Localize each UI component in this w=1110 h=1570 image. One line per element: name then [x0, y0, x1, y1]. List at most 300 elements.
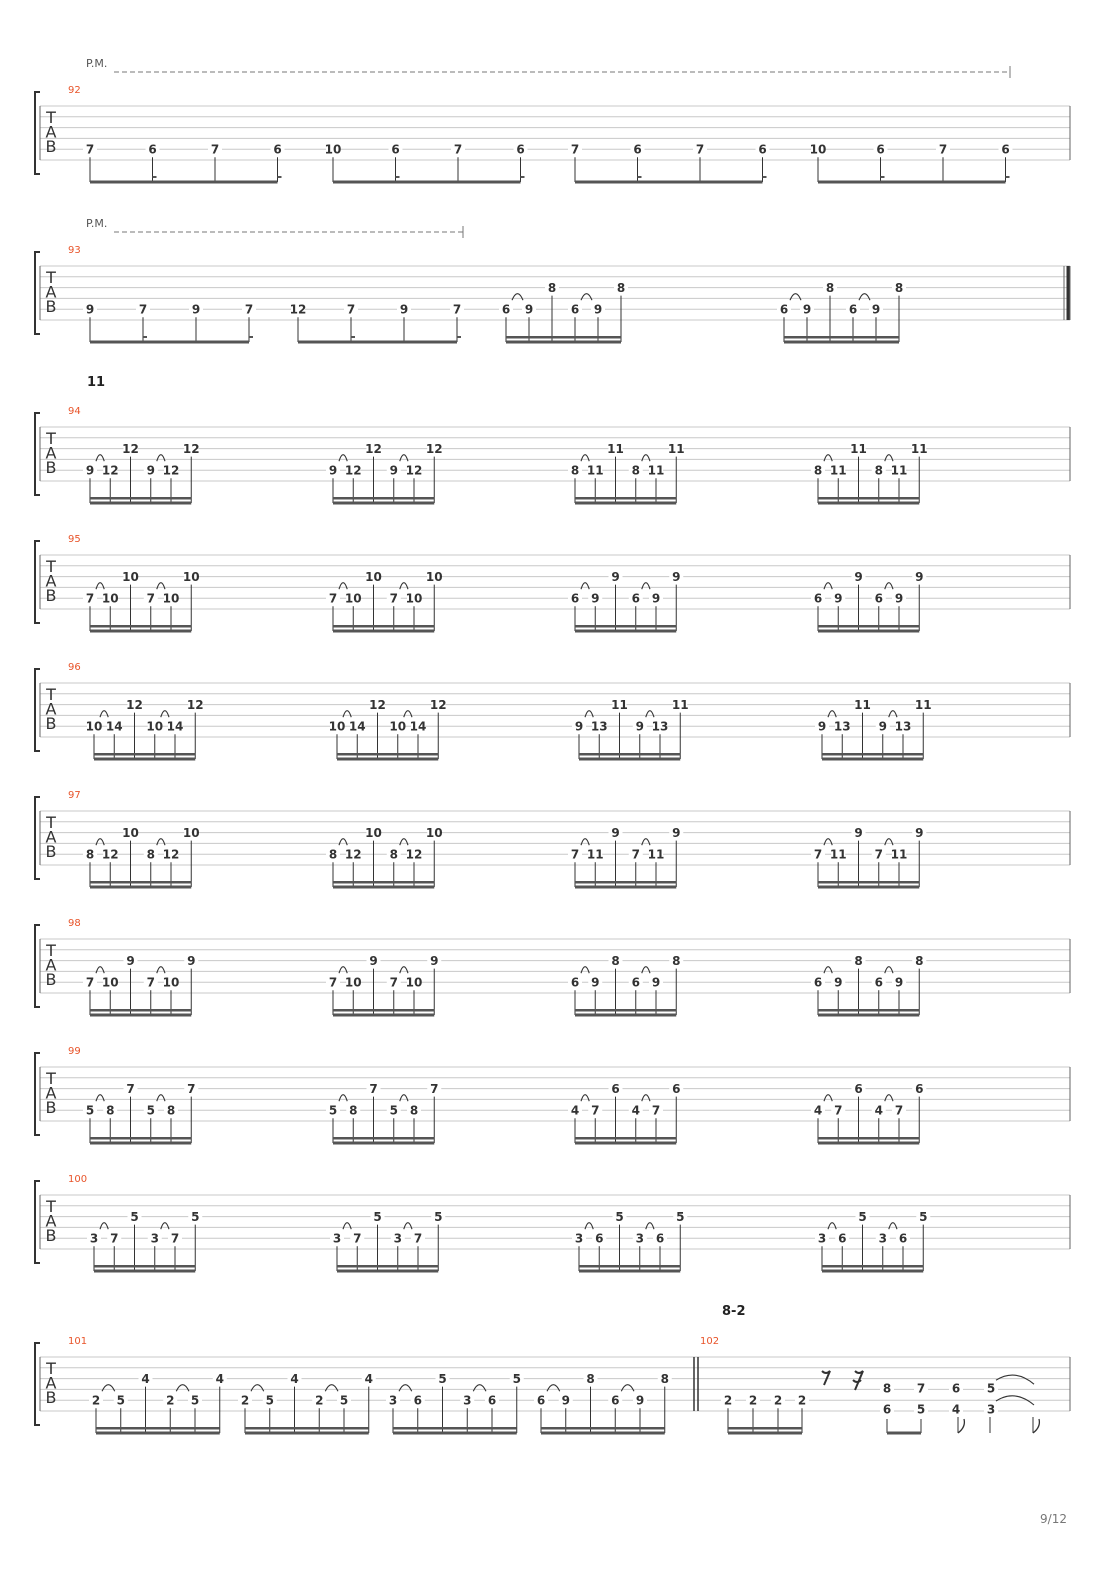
- note-beam: [575, 630, 676, 633]
- note-beam: [506, 336, 621, 339]
- beam-stub: [881, 176, 885, 178]
- fret-number: 11: [890, 463, 908, 478]
- note-beam: [94, 1265, 195, 1268]
- tab-letter: B: [45, 137, 57, 156]
- tie-arc: [96, 839, 104, 846]
- note-beam: [575, 1137, 676, 1140]
- beat-group: [326, 570, 443, 633]
- fret-number: 12: [289, 302, 307, 317]
- note-beam: [333, 181, 521, 184]
- note-beam: [333, 1142, 434, 1145]
- fret-number: 7: [452, 302, 462, 317]
- fret-number: 9: [574, 719, 584, 734]
- fret-number: 4: [141, 1372, 150, 1387]
- fret-number: 12: [182, 442, 200, 457]
- note-beam: [818, 886, 919, 889]
- note-beam: [579, 753, 680, 756]
- tie-arc: [642, 1095, 650, 1102]
- fret-number: 8: [813, 463, 823, 478]
- beat-group: [572, 698, 689, 761]
- fret-number: 11: [667, 442, 685, 457]
- tab-letter: B: [45, 458, 57, 477]
- tie-arc: [646, 1223, 654, 1230]
- fret-number: 6: [951, 1381, 961, 1396]
- note-beam: [822, 1265, 923, 1268]
- fret-number: 3: [878, 1231, 887, 1246]
- system-bracket: [35, 925, 40, 1007]
- fret-number: 5: [190, 1393, 200, 1408]
- note-beam: [579, 1265, 680, 1268]
- fret-number: 8: [611, 954, 620, 969]
- fret-number: 5: [434, 1210, 443, 1225]
- tab-letter: T: [46, 813, 56, 832]
- note-beam: [96, 1432, 220, 1435]
- system-bracket: [35, 1053, 40, 1135]
- fret-number: 10: [425, 570, 443, 585]
- beat-group: [568, 826, 683, 889]
- system-bracket: [35, 1181, 40, 1263]
- fret-number: 10: [162, 591, 180, 606]
- tie-arc: [581, 294, 592, 301]
- fret-number: 8: [874, 463, 883, 478]
- fret-number: 9: [611, 570, 620, 585]
- tie-arc: [996, 1375, 1034, 1384]
- tab-letter: B: [45, 842, 57, 861]
- tab-letter: B: [45, 714, 57, 733]
- fret-number: 12: [101, 847, 119, 862]
- fret-number: 2: [748, 1393, 758, 1408]
- fret-number: 3: [150, 1231, 159, 1246]
- fret-number: 3: [463, 1393, 472, 1408]
- fret-number: 5: [512, 1372, 521, 1387]
- fret-number: 7: [244, 302, 254, 317]
- tie-arc: [96, 1095, 104, 1102]
- fret-number: 9: [191, 302, 201, 317]
- fret-number: 6: [854, 1082, 863, 1097]
- fret-number: 6: [570, 591, 580, 606]
- fret-number: 9: [651, 975, 661, 990]
- tab-letter: A: [45, 282, 57, 302]
- note-beam: [784, 341, 899, 344]
- fret-number: 2: [773, 1393, 783, 1408]
- note-beam: [541, 1427, 665, 1430]
- note-beam: [818, 1137, 919, 1140]
- fret-number: 6: [148, 142, 157, 157]
- fret-number: 2: [315, 1393, 324, 1408]
- tie-arc: [400, 1095, 408, 1102]
- fret-number: 8: [825, 281, 835, 296]
- measure-number: 93: [68, 245, 81, 256]
- note-beam: [90, 1137, 191, 1140]
- note-flag: [958, 1419, 964, 1433]
- note-beam: [90, 881, 191, 884]
- tab-letter: T: [46, 941, 56, 960]
- measure-number: 95: [68, 534, 81, 545]
- fret-number: 6: [595, 1231, 604, 1246]
- fret-number: 6: [779, 302, 789, 317]
- fret-number: 9: [85, 302, 95, 317]
- fret-number: 7: [126, 1082, 135, 1097]
- fret-number: 5: [373, 1210, 382, 1225]
- measure-number: 92: [68, 85, 81, 96]
- note-beam: [575, 502, 676, 505]
- fret-number: 8: [166, 1103, 176, 1118]
- tie-arc: [157, 455, 165, 462]
- fret-number: 8: [616, 281, 626, 296]
- palm-mute: [86, 57, 1010, 78]
- fret-number: 10: [146, 719, 164, 734]
- fret-number: 7: [430, 1082, 439, 1097]
- fret-number: 9: [146, 463, 155, 478]
- note-beam: [575, 625, 676, 628]
- fret-number: 7: [146, 975, 155, 990]
- fret-number: 9: [591, 591, 600, 606]
- tab-letter: T: [46, 1197, 56, 1216]
- note-beam: [818, 502, 919, 505]
- tab-letter: T: [46, 108, 56, 127]
- fret-number: 9: [399, 302, 409, 317]
- fret-number: 11: [647, 847, 665, 862]
- fret-number: 5: [858, 1210, 867, 1225]
- note-beam: [333, 1137, 434, 1140]
- note-beam: [506, 341, 621, 344]
- measure-number: 97: [68, 790, 81, 801]
- section-label: 8-2: [722, 1304, 746, 1319]
- fret-number: 11: [611, 698, 628, 713]
- fret-number: 8: [106, 1103, 115, 1118]
- fret-number: 9: [187, 954, 196, 969]
- fret-number: 8: [894, 281, 904, 296]
- fret-number: 10: [344, 591, 362, 606]
- measure-number: 99: [68, 1046, 81, 1057]
- fret-number: 5: [389, 1103, 398, 1118]
- fret-number: 6: [1001, 142, 1010, 157]
- fret-number: 3: [986, 1402, 996, 1417]
- beat-group: [811, 1082, 926, 1145]
- fret-number: 6: [915, 1082, 924, 1097]
- tie-arc: [400, 455, 408, 462]
- pm-label: P.M.: [86, 57, 108, 70]
- tie-arc: [512, 294, 523, 301]
- fret-number: 10: [389, 719, 407, 734]
- fret-number: 10: [344, 975, 362, 990]
- measure-number: 102: [700, 1336, 720, 1347]
- beat-group: [568, 1082, 683, 1145]
- fret-number: 12: [344, 847, 362, 862]
- fret-number: 5: [438, 1372, 447, 1387]
- fret-number: 4: [874, 1103, 883, 1118]
- fret-number: 6: [898, 1231, 908, 1246]
- fret-number: 8: [631, 463, 640, 478]
- fret-number: 8: [915, 954, 924, 969]
- note-beam: [298, 341, 457, 344]
- fret-number: 9: [894, 975, 904, 990]
- tie-arc: [339, 839, 347, 846]
- tie-arc: [339, 1095, 347, 1102]
- beat-group: [83, 570, 200, 633]
- tie-arc: [339, 455, 347, 462]
- tie-arc: [547, 1385, 560, 1392]
- fret-number: 11: [586, 463, 604, 478]
- fret-number: 8: [882, 1381, 892, 1396]
- fret-number: 7: [916, 1381, 926, 1396]
- tab-letter: T: [46, 685, 56, 704]
- tab-letter: A: [45, 1083, 57, 1103]
- tie-arc: [581, 583, 589, 590]
- fret-number: 13: [651, 719, 669, 734]
- fret-number: 7: [328, 591, 338, 606]
- fret-number: 4: [813, 1103, 823, 1118]
- fret-number: 8: [85, 847, 95, 862]
- note-beam: [333, 630, 434, 633]
- tie-arc: [157, 839, 165, 846]
- beam-stub: [396, 176, 400, 178]
- fret-number: 5: [916, 1402, 926, 1417]
- tie-arc: [100, 1223, 108, 1230]
- fret-number: 8: [389, 847, 398, 862]
- fret-number: 5: [676, 1210, 685, 1225]
- fret-number: 6: [655, 1231, 665, 1246]
- note-beam: [90, 1014, 191, 1017]
- note-beam: [818, 881, 919, 884]
- note-beam: [822, 1270, 923, 1273]
- fret-number: 6: [536, 1393, 546, 1408]
- fret-number: 6: [273, 142, 282, 157]
- tie-arc: [157, 1095, 165, 1102]
- fret-number: 9: [635, 719, 644, 734]
- beat-group: [325, 142, 528, 183]
- tie-arc: [161, 1223, 169, 1230]
- tie-arc: [859, 294, 870, 301]
- fret-number: 9: [611, 826, 620, 841]
- fret-number: 4: [951, 1402, 961, 1417]
- fret-number: 11: [829, 847, 847, 862]
- note-beam: [245, 1432, 369, 1435]
- fret-number: 9: [328, 463, 338, 478]
- tie-arc: [581, 1095, 589, 1102]
- tie-arc: [585, 711, 593, 718]
- tab-letter: A: [45, 955, 57, 975]
- fret-number: 11: [829, 463, 847, 478]
- beat-group: [83, 142, 285, 183]
- note-beam: [333, 886, 434, 889]
- tie-arc: [404, 711, 412, 718]
- fret-number: 13: [590, 719, 608, 734]
- note-flag: [1033, 1419, 1039, 1433]
- fret-number: 9: [894, 591, 904, 606]
- measure-number: 100: [68, 1174, 88, 1185]
- fret-number: 9: [369, 954, 378, 969]
- beat-group: [386, 1372, 524, 1435]
- fret-number: 7: [210, 142, 220, 157]
- tie-arc: [400, 839, 408, 846]
- beat-group: [83, 1082, 198, 1145]
- beat-group: [238, 1372, 376, 1435]
- note-beam: [728, 1432, 802, 1435]
- fret-number: 8: [854, 954, 863, 969]
- fret-number: 10: [122, 570, 139, 585]
- fret-number: 12: [425, 442, 443, 457]
- tie-arc: [404, 1223, 412, 1230]
- fret-number: 11: [850, 442, 867, 457]
- fret-number: 12: [162, 463, 180, 478]
- note-beam: [579, 758, 680, 761]
- beam-stub: [278, 176, 282, 178]
- fret-number: 12: [101, 463, 119, 478]
- tie-arc: [642, 583, 650, 590]
- beat-group: [568, 954, 683, 1017]
- tie-arc: [885, 839, 893, 846]
- tab-letter: T: [46, 557, 56, 576]
- note-beam: [579, 1270, 680, 1273]
- beam-stub: [153, 176, 157, 178]
- fret-number: 9: [126, 954, 135, 969]
- fret-number: 7: [813, 847, 823, 862]
- system-bracket: [35, 252, 40, 334]
- fret-number: 9: [915, 570, 924, 585]
- tie-arc: [581, 455, 589, 462]
- note-beam: [333, 502, 434, 505]
- tie-arc: [251, 1385, 264, 1392]
- fret-number: 9: [85, 463, 95, 478]
- fret-number: 5: [85, 1103, 95, 1118]
- measure-number: 101: [68, 1336, 88, 1347]
- fret-number: 9: [561, 1393, 570, 1408]
- fret-number: 10: [101, 975, 119, 990]
- beat-group: [815, 698, 932, 761]
- fret-number: 8: [349, 1103, 358, 1118]
- fret-number: 12: [126, 698, 143, 713]
- note-beam: [818, 497, 919, 500]
- fret-number: 7: [894, 1103, 904, 1118]
- beat-group: [83, 442, 200, 505]
- fret-number: 3: [388, 1393, 398, 1408]
- fret-number: 5: [328, 1103, 338, 1118]
- tab-letter: A: [45, 827, 57, 847]
- fret-number: 10: [328, 719, 346, 734]
- fret-number: 9: [817, 719, 827, 734]
- tie-arc: [828, 1223, 836, 1230]
- note-beam: [333, 625, 434, 628]
- beat-group: [811, 954, 926, 1017]
- fret-number: 6: [391, 142, 400, 157]
- fret-number: 8: [409, 1103, 419, 1118]
- fret-number: 10: [162, 975, 180, 990]
- tie-arc: [343, 711, 351, 718]
- tie-arc: [581, 839, 589, 846]
- fret-number: 9: [651, 591, 661, 606]
- fret-number: 5: [191, 1210, 200, 1225]
- fret-number: 6: [413, 1393, 422, 1408]
- beat-group: [811, 570, 926, 633]
- fret-number: 10: [365, 826, 382, 841]
- palm-mute: [86, 217, 463, 238]
- fret-number: 3: [393, 1231, 402, 1246]
- note-beam: [337, 753, 438, 756]
- beat-group: [568, 142, 770, 183]
- fret-number: 12: [429, 698, 447, 713]
- fret-number: 6: [570, 975, 580, 990]
- fret-number: 10: [425, 826, 443, 841]
- tab-letter: A: [45, 122, 57, 142]
- fret-number: 12: [405, 847, 423, 862]
- system-bracket: [35, 669, 40, 751]
- note-beam: [96, 1427, 220, 1430]
- note-beam: [333, 1014, 434, 1017]
- tie-arc: [642, 455, 650, 462]
- beam-stub: [521, 176, 525, 178]
- fret-number: 11: [910, 442, 928, 457]
- fret-number: 9: [834, 975, 843, 990]
- fret-number: 3: [635, 1231, 644, 1246]
- tie-arc: [581, 967, 589, 974]
- note-beam: [90, 181, 278, 184]
- note-beam: [337, 758, 438, 761]
- note-beam: [90, 886, 191, 889]
- tab-letter: A: [45, 1373, 57, 1393]
- fret-number: 7: [631, 847, 640, 862]
- note-beam: [90, 1142, 191, 1145]
- fret-number: 3: [574, 1231, 584, 1246]
- note-beam: [575, 1142, 676, 1145]
- fret-number: 14: [166, 719, 184, 734]
- tie-arc: [824, 967, 832, 974]
- beam-stub: [638, 176, 642, 178]
- tie-arc: [790, 294, 801, 301]
- fret-number: 10: [122, 826, 139, 841]
- fret-number: 9: [591, 975, 600, 990]
- note-beam: [337, 1265, 438, 1268]
- fret-number: 8: [570, 463, 580, 478]
- fret-number: 7: [413, 1231, 423, 1246]
- fret-number: 8: [586, 1372, 595, 1387]
- note-beam: [333, 1009, 434, 1012]
- fret-number: 7: [874, 847, 883, 862]
- fret-number: 7: [187, 1082, 196, 1097]
- fret-number: 6: [672, 1082, 681, 1097]
- fret-number: 9: [878, 719, 887, 734]
- tie-arc: [400, 967, 408, 974]
- beam-stub: [143, 336, 147, 338]
- beat-group: [83, 302, 256, 343]
- beat-group: [89, 1372, 227, 1435]
- beat-group: [568, 442, 685, 505]
- tab-letter: A: [45, 1211, 57, 1231]
- fret-number: 9: [593, 302, 603, 317]
- fret-number: 10: [182, 826, 200, 841]
- page-number: 9/12: [1040, 1512, 1067, 1526]
- beat-group: [326, 954, 441, 1017]
- fret-number: 12: [365, 442, 382, 457]
- beam-stub: [1006, 176, 1010, 178]
- fret-number: 10: [85, 719, 103, 734]
- beat-group: [811, 826, 926, 889]
- fret-number: 14: [348, 719, 366, 734]
- fret-number: 5: [116, 1393, 125, 1408]
- beat-group: [499, 281, 628, 344]
- system-bracket: [35, 797, 40, 879]
- measure-number: 94: [68, 406, 81, 417]
- fret-number: 6: [813, 975, 823, 990]
- fret-number: 11: [671, 698, 689, 713]
- fret-number: 2: [166, 1393, 175, 1408]
- fret-number: 7: [389, 975, 398, 990]
- note-beam: [393, 1427, 517, 1430]
- fret-number: 9: [802, 302, 812, 317]
- beat-group: [87, 1210, 202, 1273]
- fret-number: 7: [591, 1103, 600, 1118]
- note-beam: [90, 497, 191, 500]
